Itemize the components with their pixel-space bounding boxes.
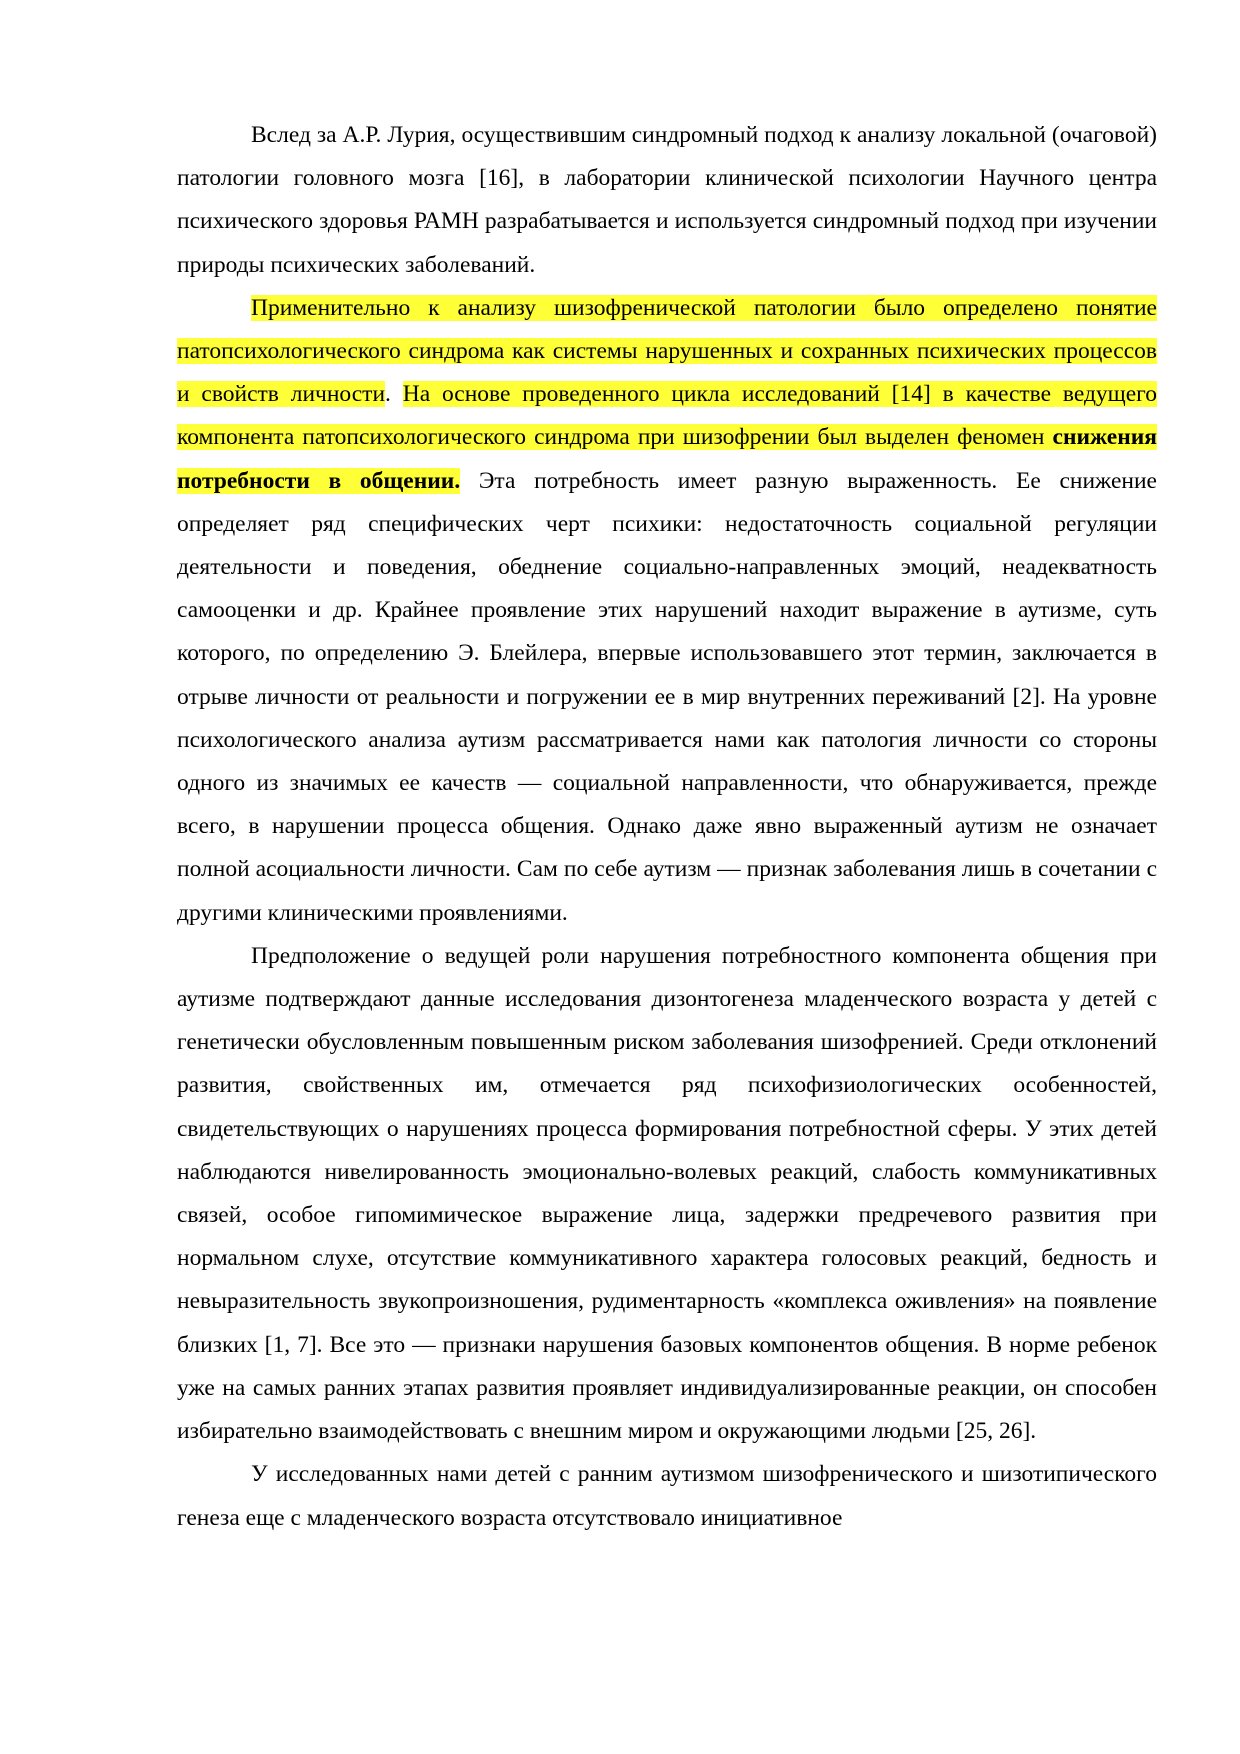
highlighted-text-1: Применительно к анализу шизофренической патологии было определено понятие патопсихологического синдрома как системы нарушенных и сохранных психических процессов и свойств личности [177, 294, 1157, 408]
paragraph-4: У исследованных нами детей с ранним аутизмом шизофренического и шизотипического генеза еще с младенческого возраста отсутствовало инициативное [177, 1461, 1157, 1531]
highlighted-text-2: На основе проведенного цикла исследований [14] в качестве ведущего компонента патопсихологического синдрома при шизофрении был выделен феномен [177, 381, 1157, 451]
paragraph-2 [177, 287, 1157, 935]
paragraph-3: Предположение о ведущей роли нарушения потребностного компонента общения при аутизме подтверждают данные исследования дизонтогенеза младенческого возраста у детей с генетически обусловленным повышенным риском заболевания шизофренией. Среди отклонений развития, свойственных им, отмечается ряд психофизиологических особенностей, свидетельствующих о нарушениях процесса формирования потребностной сферы. У этих детей наблюдаются нивелированность эмоционально-волевых реакций, слабость коммуникативных связей, особое гипомимическое выражение лица, задержки предречевого развития при нормальном слухе, отсутствие коммуникативного характера голосовых реакций, бедность и невыразительность звукопроизношения, рудиментарность «комплекса оживления» на появление близких [1, 7]. Все это — признаки нарушения базовых компонентов общения. В норме ребенок уже на самых ранних этапах развития проявляет индивидуализированные реакции, он способен избирательно взаимодействовать с внешним миром и окружающими людьми [25, 26]. [177, 942, 1157, 1445]
document-page [177, 114, 1157, 1540]
paragraph-1: Вслед за А.Р. Лурия, осуществившим синдромный подход к анализу локальной (очаговой) патологии головного мозга [16], в лаборатории клинической психологии Научного центра психического здоровья РАМН разрабатывается и используется синдромный подход при изучении природы психических заболеваний. [177, 122, 1157, 278]
paragraph-2-rest: Эта потребность имеет разную выраженность. Ее снижение определяет ряд специфических черт психики: недостаточность социальной регуляции деятельности и поведения, обеднение социально-направленных эмоций, неадекватность самооценки и др. Крайнее проявление этих нарушений находит выражение в аутизме, суть которого, по определению Э. Блейлера, впервые использовавшего этот термин, заключается в отрыве личности от реальности и погружении ее в мир внутренних переживаний [2]. На уровне психологического анализа аутизм рассматривается нами как патология личности со стороны одного из значимых ее качеств — социальной направленности, что обнаруживается, прежде всего, в нарушении процесса общения. Однако даже явно выраженный аутизм не означает полной асоциальности личности. Сам по себе аутизм — признак заболевания лишь в сочетании с другими клиническими проявлениями. [177, 467, 1157, 926]
plain-separator: . [385, 381, 403, 408]
highlighted-bold-term: снижения потребности в общении. [177, 424, 1157, 494]
